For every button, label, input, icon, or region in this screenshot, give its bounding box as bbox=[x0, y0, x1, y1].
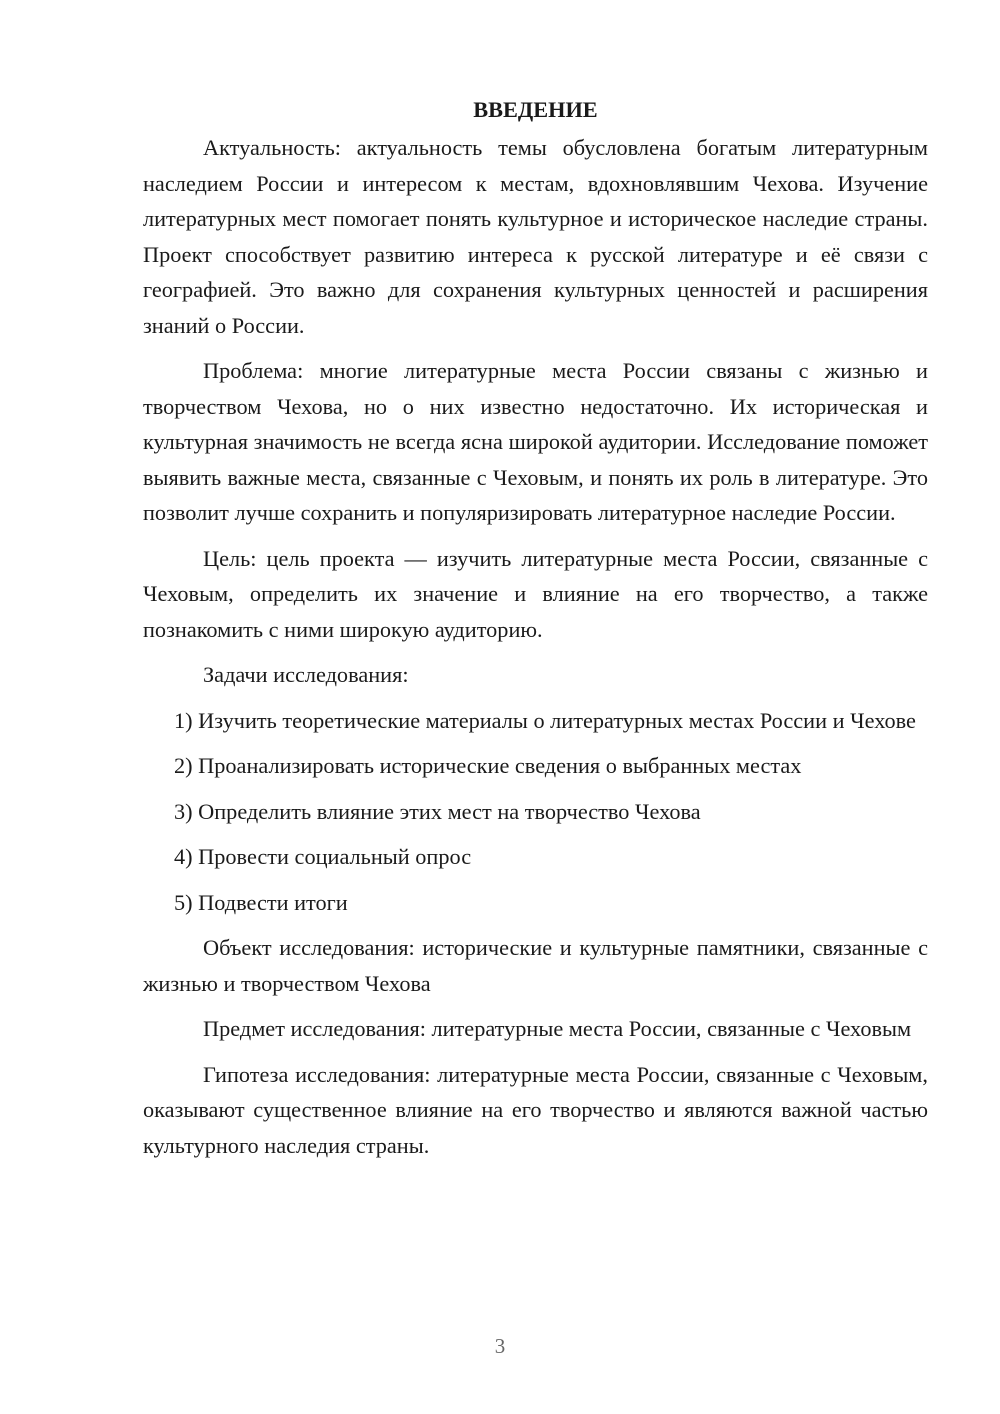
task-item: 4) Провести социальный опрос bbox=[174, 844, 472, 869]
task-item: 3) Определить влияние этих мест на творчество Чехова bbox=[174, 798, 701, 824]
hypothesis-paragraph: Гипотеза исследования: литературные места России, связанные с Чеховым, оказывают существенное влияние на его творчество и являются важной частью культурного наследия страны. bbox=[143, 1061, 928, 1158]
task-item: 1) Изучить теоретические материалы о литературных местах России и Чехове bbox=[174, 707, 916, 733]
object-paragraph: Объект исследования: исторические и культурные памятники, связанные с жизнью и творчеством Чехова bbox=[143, 935, 928, 996]
tasks-heading: Задачи исследования: bbox=[203, 662, 409, 687]
task-item: 5) Подвести итоги bbox=[174, 889, 348, 915]
relevance-paragraph: Актуальность: актуальность темы обусловлена богатым литературным наследием России и интересом к местам, вдохновлявшим Чехова. Изучение литературных мест помогает понять культурное и историческое наследие страны. Проект способствует развитию интереса к русской литературе и её связи с географией. Это важно для сохранения культурных ценностей и расширения знаний о России. bbox=[143, 135, 928, 338]
subject-paragraph: Предмет исследования: литературные места России, связанные с Чеховым bbox=[203, 1016, 912, 1041]
problem-paragraph: Проблема: многие литературные места России связаны с жизнью и творчеством Чехова, но о них известно недостаточно. Их историческая и культурная значимость не всегда ясна широкой аудитории. Исследование поможет выявить важные места, связанные с Чеховым, и понять их роль в литературе. Это позволит лучше сохранить и популяризировать литературное наследие России. bbox=[143, 358, 928, 525]
document-body bbox=[143, 92, 928, 1163]
page-title: ВВЕДЕНИЕ bbox=[473, 97, 598, 122]
page-number: 3 bbox=[494, 1334, 506, 1358]
goal-paragraph: Цель: цель проекта — изучить литературные места России, связанные с Чеховым, определить их значение и влияние на его творчество, а также познакомить с ними широкую аудиторию. bbox=[143, 545, 928, 642]
task-item: 2) Проанализировать исторические сведения о выбранных местах bbox=[174, 753, 802, 778]
